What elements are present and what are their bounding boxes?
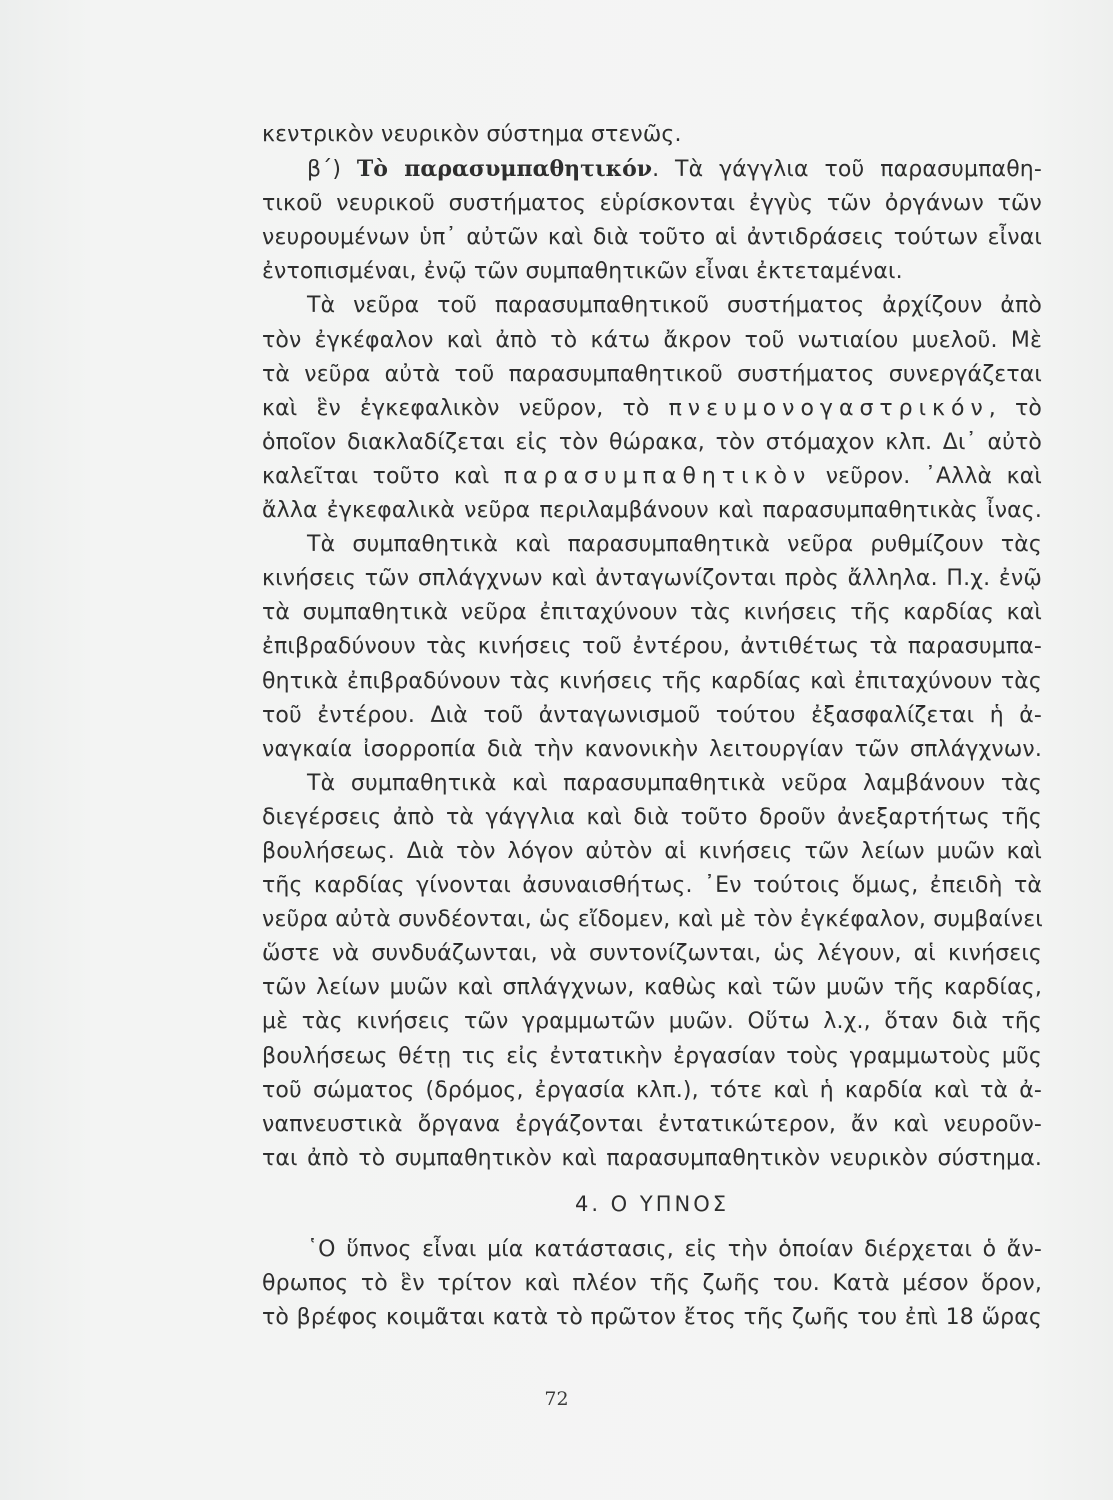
text-line: ται ἀπὸ τὸ συμπαθητικὸν καὶ παρασυμπαθητικὸν νευρικὸν σύστημα. [262,1145,1042,1171]
text-line: τὸν ἐγκέφαλον καὶ ἀπὸ τὸ κάτω ἄκρον τοῦ νωτιαίου μυελοῦ. Μὲ [262,327,1042,353]
text-line: θρωπος τὸ ἓν τρίτον καὶ πλέον τῆς ζωῆς του. Κατὰ μέσον ὅρον, [262,1271,1042,1297]
text-line: τοῦ ἐντέρου. Διὰ τοῦ ἀνταγωνισμοῦ τούτου ἐξασφαλίζεται ἡ ἀ- [262,702,1042,728]
text-line: Τὰ συμπαθητικὰ καὶ παρασυμπαθητικὰ νεῦρα λαμβάνουν τὰς [307,770,1042,796]
text-line: τῆς καρδίας γίνονται ἀσυναισθήτως. ᾿Εν τούτοις ὅμως, ἐπειδὴ τὰ [262,873,1042,899]
text-line: τοῦ σώματος (δρόμος, ἐργασία κλπ.), τότε καὶ ἡ καρδία καὶ τὰ ἀ- [262,1077,1042,1103]
text-line: διεγέρσεις ἀπὸ τὰ γάγγλια καὶ διὰ τοῦτο δροῦν ἀνεξαρτήτως τῆς [262,804,1042,830]
text-line: ναπνευστικὰ ὄργανα ἐργάζονται ἐντατικώτερον, ἄν καὶ νευροῦν- [262,1111,1042,1137]
text-line: ἐπιβραδύνουν τὰς κινήσεις τοῦ ἐντέρου, ἀντιθέτως τὰ παρασυμπα- [262,634,1042,660]
text-line: βουλήσεως. Διὰ τὸν λόγον αὐτὸν αἱ κινήσεις τῶν λείων μυῶν καὶ [262,838,1042,864]
text-line: καὶ ἓν ἐγκεφαλικὸν νεῦρον, τὸ πνευμονογαστρικόν, τὸ [262,395,1042,421]
text-line: βουλήσεως θέτῃ τις εἰς ἐντατικὴν ἐργασίαν τοὺς γραμμωτοὺς μῦς [262,1043,1042,1069]
text-line: ναγκαία ἰσορροπία διὰ τὴν κανονικὴν λειτουργίαν τῶν σπλάγχνων. [262,736,1042,762]
text-line: Τὰ συμπαθητικὰ καὶ παρασυμπαθητικὰ νεῦρα ρυθμίζουν τὰς [307,532,1042,558]
text-line: τῶν λείων μυῶν καὶ σπλάγχνων, καθὼς καὶ τῶν μυῶν τῆς καρδίας, [262,975,1042,1001]
text-line: τὰ νεῦρα αὐτὰ τοῦ παρασυμπαθητικοῦ συστήματος συνεργάζεται [262,361,1042,387]
text-line: ἐντοπισμέναι, ἐνῷ τῶν συμπαθητικῶν εἶναι ἐκτεταμέναι. [262,259,903,285]
text-line: νεῦρα αὐτὰ συνδέονται, ὡς εἴδομεν, καὶ μὲ τὸν ἐγκέφαλον, συμβαίνει [262,907,1043,933]
text-line: μὲ τὰς κινήσεις τῶν γραμμωτῶν μυῶν. Οὕτω λ.χ., ὅταν διὰ τῆς [262,1009,1042,1035]
text-line: νευρουμένων ὑπ᾽ αὐτῶν καὶ διὰ τοῦτο αἱ ἀντιδράσεις τούτων εἶναι [262,225,1042,251]
text-line: ἄλλα ἐγκεφαλικὰ νεῦρα περιλαμβάνουν καὶ παρασυμπαθητικὰς ἶνας. [262,498,1042,524]
text-line: τικοῦ νευρικοῦ συστήματος εὑρίσκονται ἐγγὺς τῶν ὀργάνων τῶν [262,191,1042,217]
text-line: ὥστε νὰ συνδυάζωνται, νὰ συντονίζωνται, ὡς λέγουν, αἱ κινήσεις [262,941,1042,967]
text-line: β΄) Τὸ παρασυμπαθητικόν. Τὰ γάγγλια τοῦ παρασυμπαθη- [307,156,1042,183]
page-number: 72 [544,1388,569,1410]
text-line: ῾Ο ὕπνος εἶναι μία κατάστασις, εἰς τὴν ὁποίαν διέρχεται ὁ ἄν- [307,1237,1042,1262]
text-line: καλεῖται τοῦτο καὶ παρασυμπαθητικὸν νεῦρον. ᾿Αλλὰ καὶ [262,463,1042,489]
text-line: Τὰ νεῦρα τοῦ παρασυμπαθητικοῦ συστήματος ἀρχίζουν ἀπὸ [307,293,1042,319]
text-line: θητικὰ ἐπιβραδύνουν τὰς κινήσεις τῆς καρδίας καὶ ἐπιταχύνουν τὰς [262,668,1042,694]
text-line: ὁποῖον διακλαδίζεται εἰς τὸν θώρακα, τὸν στόμαχον κλπ. Δι᾽ αὐτὸ [262,429,1042,455]
text-line: τὸ βρέφος κοιμᾶται κατὰ τὸ πρῶτον ἔτος τῆς ζωῆς του ἐπὶ 18 ὥρας [262,1305,1042,1331]
body-text [262,118,1042,1335]
text-line: κινήσεις τῶν σπλάγχνων καὶ ἀνταγωνίζονται πρὸς ἄλληλα. Π.χ. ἐνῷ [262,566,1042,592]
subsection-title: Τὸ παρασυμπαθητικόν [356,156,653,183]
spaced-term: παρασυμπαθητικὸν [503,463,812,489]
spaced-term: πνευμονογαστρικόν [668,395,989,421]
section-heading: 4. Ο ΥΠΝΟΣ [574,1191,730,1216]
text-line: τὰ συμπαθητικὰ νεῦρα ἐπιταχύνουν τὰς κινήσεις τῆς καρδίας καὶ [262,600,1042,626]
text-line: κεντρικὸν νευρικὸν σύστημα στενῶς. [262,122,682,147]
